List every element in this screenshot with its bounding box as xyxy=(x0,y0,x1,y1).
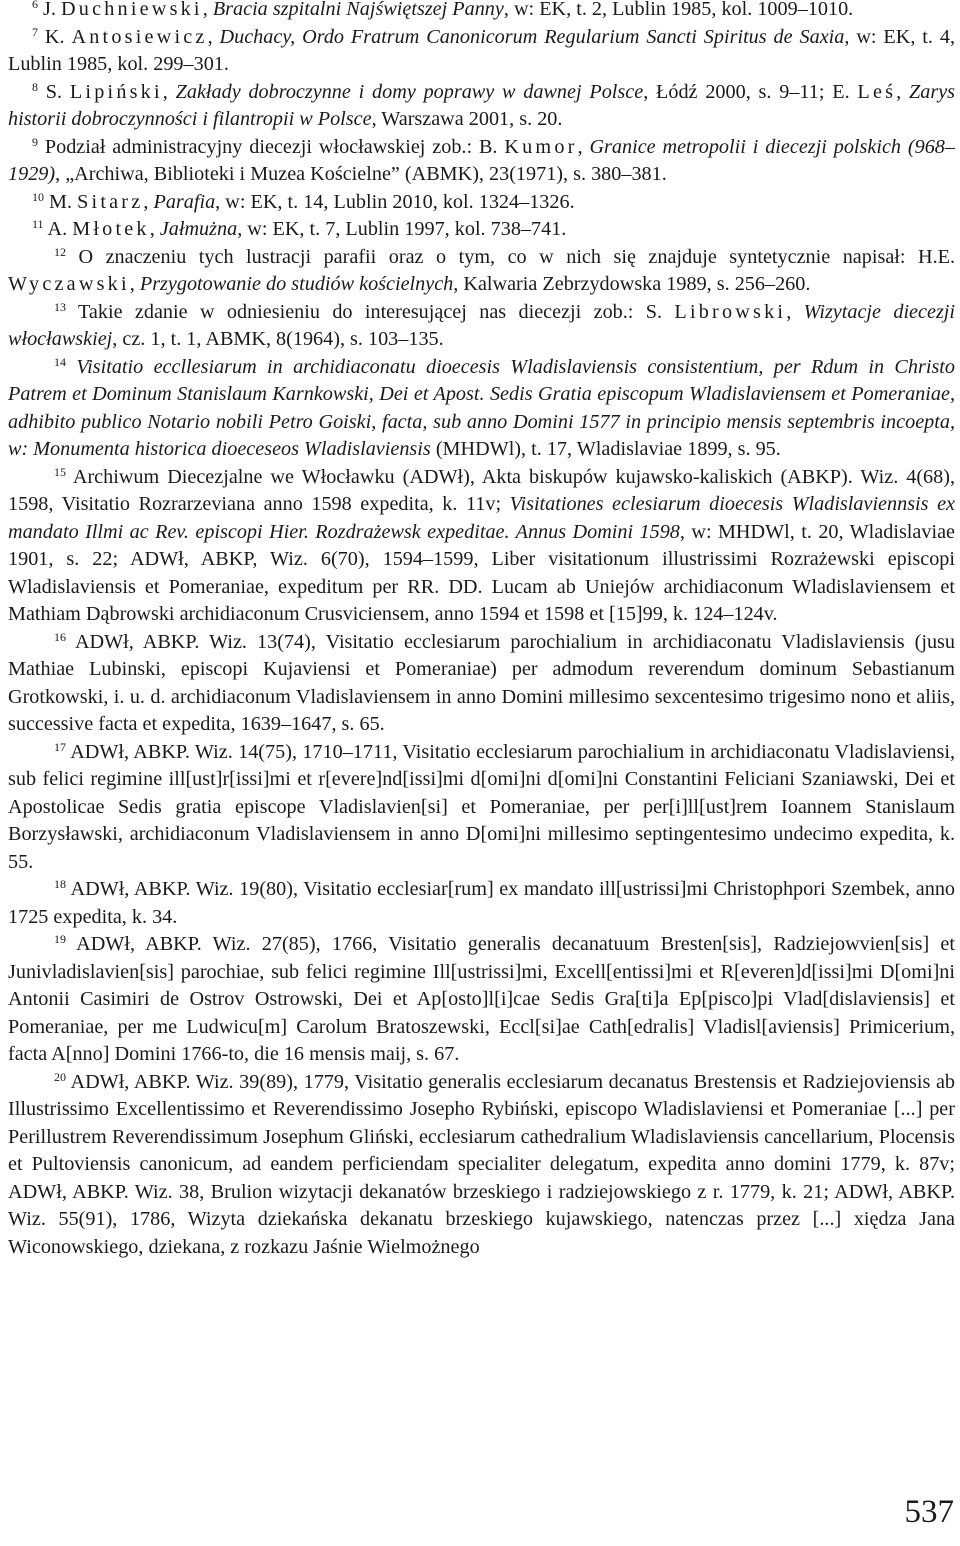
footnote-text: , xyxy=(149,218,160,240)
footnote-text: , xyxy=(143,190,154,213)
footnote-text: M. xyxy=(49,190,78,213)
footnote-number: 8 xyxy=(32,79,38,94)
work-title: Zarys historii dobroczynności i filantropii w Polsce xyxy=(8,80,956,130)
work-title: Parafia xyxy=(153,190,216,213)
footnote-text: O znaczeniu tych lustracji parafii oraz o tym, co w nich się znajduje syntetycznie napisał: H.E. xyxy=(78,245,956,268)
footnote-text: , Warszawa 2001, s. 20. xyxy=(371,108,563,130)
footnote-8 xyxy=(8,79,955,134)
footnote-19 xyxy=(8,931,955,1069)
footnote-number: 7 xyxy=(32,24,38,39)
footnote-text: ADWł, ABKP. Wiz. 27(85), 1766, Visitatio generalis decanatuum Bresten[sis], Radziejowvien[sis] et Junivladislavien[sis] parochiae, sub felici regimine Ill[ustrissi]mi, Excell[entissi]mi et R[everen]d[issi]mi D[omi]ni Antonii Casimiri de Ostrov Ostrowski, Dei et Ap[osto]l[i]cae Sedis Gra[ti]a Ep[pisco]pi Vlad[dislaviensis] et Pomeraniae, per me Ludwicu[m] Carolum Bratoszewski, Eccl[si]ae Cath[edralis] Vladisl[aviensis] Primicerium, facta A[nno] Domini 1766-to, die 16 mensis maij, s. 67. xyxy=(8,933,955,1065)
page-number: 537 xyxy=(904,1494,954,1530)
footnote-number: 18 xyxy=(54,877,66,891)
footnote-12 xyxy=(8,244,955,299)
work-title: Duchacy, Ordo Fratrum Canonicorum Regularium Sancti Spiritus de Saxia xyxy=(219,25,845,48)
footnote-number: 6 xyxy=(32,0,38,11)
footnote-number: 20 xyxy=(54,1069,66,1084)
footnote-13 xyxy=(8,299,955,354)
footnote-text: , xyxy=(577,135,590,158)
footnote-number: 19 xyxy=(54,932,66,946)
work-title: Przygotowanie do studiów kościelnych xyxy=(139,273,454,295)
footnote-text: , xyxy=(129,273,140,295)
footnote-11 xyxy=(8,216,955,244)
footnote-text: Podział administracyjny diecezji włocławskiej zob.: B. xyxy=(44,135,505,158)
footnote-number: 11 xyxy=(32,217,44,231)
footnote-text: , cz. 1, t. 1, ABMK, 8(1964), s. 103–135. xyxy=(112,328,444,350)
author-name: Lipiński xyxy=(69,80,163,103)
footnote-number: 9 xyxy=(32,134,38,149)
footnote-17 xyxy=(8,739,955,877)
work-title: Visitatio eccllesiarum in archidiaconatu dioecesis Wladislaviensis consistentium, per Rdum in Christo Patrem et Dominum Stanislaum Karnkowski, Dei et Apost. Sedis Gratia episcopum Wladislaviensem et Pomeraniae, adhibito publico Notario nobili Petro Goiski, facta, sub anno Domini 1577 in principio mensis septembris incoepta, w: Monumenta historica dioeceseos Wladislaviensis xyxy=(8,355,956,460)
footnote-number: 12 xyxy=(54,244,66,259)
work-title: Bracia szpitalni Najświętszej Panny xyxy=(212,0,504,20)
author-name: Antosiewicz xyxy=(71,25,208,48)
footnote-number: 15 xyxy=(54,464,66,479)
footnote-text: , xyxy=(786,300,804,323)
footnote-number: 13 xyxy=(54,299,66,314)
work-title: Wizytacje diecezji włocławskiej xyxy=(8,300,956,350)
footnote-text: ADWł, ABKP. Wiz. 14(75), 1710–1711, Visitatio ecclesiarum parochialium in archidiaconatu Vladislaviensi, sub felici regimine ill[ust]r[issi]mi et r[evere]nd[issi]mi d[omi]ni d[omi]ni Constantini Feliciani Szaniawski, Dei et Apostolicae Sedis gratia episcope Vladislavien[si] et Pomeraniae, per per[i]ll[ust]rem Ioannem Stanislaum Borzysławski, archidiaconum Vladislaviensem in anno D[omi]ni millesimo septingentesimo undecimo expedita, k. 55. xyxy=(8,740,955,873)
footnote-7 xyxy=(8,24,955,79)
footnote-text: , Kalwaria Zebrzydowska 1989, s. 256–260. xyxy=(453,273,811,295)
footnote-text: , w: EK, t. 7, Lublin 1997, kol. 738–741. xyxy=(237,218,567,240)
footnote-text: ADWł, ABKP. Wiz. 19(80), Visitatio ecclesiar[rum] ex mandato ill[ustrissi]mi Christophpori Szembek, anno 1725 expedita, k. 34. xyxy=(8,878,956,928)
footnote-text: , w: MHDWl, t. 20, Wladislaviae 1901, s. 22; ADWł, ABKP, Wiz. 6(70), 1594–1599, Liber visitationum illustrissimi Rozrażewski episcopi Wladislaviensis et Pomeraniae, expeditum per RR. DD. Lucam ab Uniejów archidiaconum Wladislaviensem et Mathiam Dąbrowski archidiaconum Crusviciensem, anno 1594 et 1598 et [15]99, k. 124–124v. xyxy=(8,520,955,625)
footnotes-block xyxy=(8,0,955,1261)
author-name: Librowski xyxy=(674,300,787,323)
footnote-text: ADWł, ABKP. Wiz. 39(89), 1779, Visitatio generalis ecclesiarum decanatus Brestensis et Radziejoviensis ab Illustrissimo Excellentissimo et Reverendissimo Josepho Rybiński, episcopo Wladislaviensi et Pomeraniae [...] per Perillustrem Reverendissimum Josephum Gliński, ecclesiarum cathedralium Wladislaviensis cancellarium, Plocensis et Pultoviensis canonicum, ad eandem perficiendam specialiter delegatum, expedita anno domini 1779, k. 87v; ADWł, ABKP. Wiz. 38, Brulion wizytacji dekanatów brzeskiego i radziejowskiego z r. 1779, k. 21; ADWł, ABKP. Wiz. 55(91), 1786, Wizyta dziekańska dekanatu brzeskiego kujawskiego, natenczas przez [...] xiędza Jana Wiconowskiego, dziekana, z rozkazu Jaśnie Wielmożnego xyxy=(8,1070,955,1258)
author-name: Leś xyxy=(857,80,897,103)
author-name: Sitarz xyxy=(77,190,144,213)
footnote-text: , xyxy=(202,0,213,20)
footnote-number: 14 xyxy=(54,354,66,369)
footnote-14 xyxy=(8,354,955,464)
footnote-text: A. xyxy=(47,218,73,240)
footnote-text: , „Archiwa, Biblioteki i Muzea Kościelne” (ABMK), 23(1971), s. 380–381. xyxy=(55,163,667,185)
work-title: Granice metropolii i diecezji polskich (968–1929) xyxy=(8,135,955,185)
footnote-20 xyxy=(8,1069,955,1262)
footnote-text: Archiwum Diecezjalne we Włocławku (ADWł), Akta biskupów kujawsko-kaliskich (ABKP). Wiz. 4(68), 1598, Visitatio Rozrarzeviana anno 1598 expedita, k. 11v; xyxy=(8,465,956,515)
footnote-number: 10 xyxy=(32,189,44,204)
footnote-text: , w: EK, t. 4, Lublin 1985, kol. 299–301. xyxy=(8,25,956,75)
footnote-text: S. xyxy=(45,80,70,103)
footnote-text: ADWł, ABKP. Wiz. 13(74), Visitatio ecclesiarum parochialium in archidiaconatu Vladislaviensis (jusu Mathiae Lubinski, episcopi Kujaviensi et Pomeraniae) per admodum reverendum dominum Sebastianum Grotkowski, i. u. d. archidiaconum Vladislaviensem in anno Domini millesimo sexcentesimo trigesimo nono et aliis, successive facta et expedita, 1639–1647, s. 65. xyxy=(8,630,956,735)
footnote-text: (MHDWl), t. 17, Wladislaviae 1899, s. 95. xyxy=(430,438,781,460)
footnote-text: , xyxy=(896,80,910,103)
work-title: Jałmużna xyxy=(159,218,238,240)
footnote-text: , w: EK, t. 14, Lublin 2010, kol. 1324–1326. xyxy=(215,190,575,213)
footnote-10 xyxy=(8,189,955,217)
footnote-text: , xyxy=(207,25,220,48)
author-name: Młotek xyxy=(72,218,150,240)
footnote-number: 17 xyxy=(54,739,66,754)
footnote-text: , w: EK, t. 2, Lublin 1985, kol. 1009–1010. xyxy=(503,0,854,20)
footnote-6 xyxy=(8,0,955,24)
author-name: Kumor xyxy=(504,135,578,158)
footnote-9 xyxy=(8,134,955,189)
work-title: Visitationes eclesiarum dioecesis Wladislaviennsis ex mandato Illmi ac Rev. episcopi Hier. Rozdrażewsk expeditae. Annus Domini 1598 xyxy=(8,493,955,543)
footnote-text: J. xyxy=(43,0,61,20)
footnote-text: K. xyxy=(44,25,72,48)
author-name: Wyczawski xyxy=(8,273,130,295)
footnote-text: , Łódź 2000, s. 9–11; E. xyxy=(643,80,858,103)
footnote-16 xyxy=(8,629,955,739)
work-title: Zakłady dobroczynne i domy poprawy w dawnej Polsce xyxy=(175,80,644,103)
footnote-text: , xyxy=(162,80,176,103)
footnote-text: Takie zdanie w odniesieniu do interesującej nas diecezji zob.: S. xyxy=(78,300,675,323)
footnote-15 xyxy=(8,464,955,629)
footnote-18 xyxy=(8,876,955,931)
footnote-number: 16 xyxy=(54,629,66,644)
author-name: Duchniewski xyxy=(61,0,203,20)
